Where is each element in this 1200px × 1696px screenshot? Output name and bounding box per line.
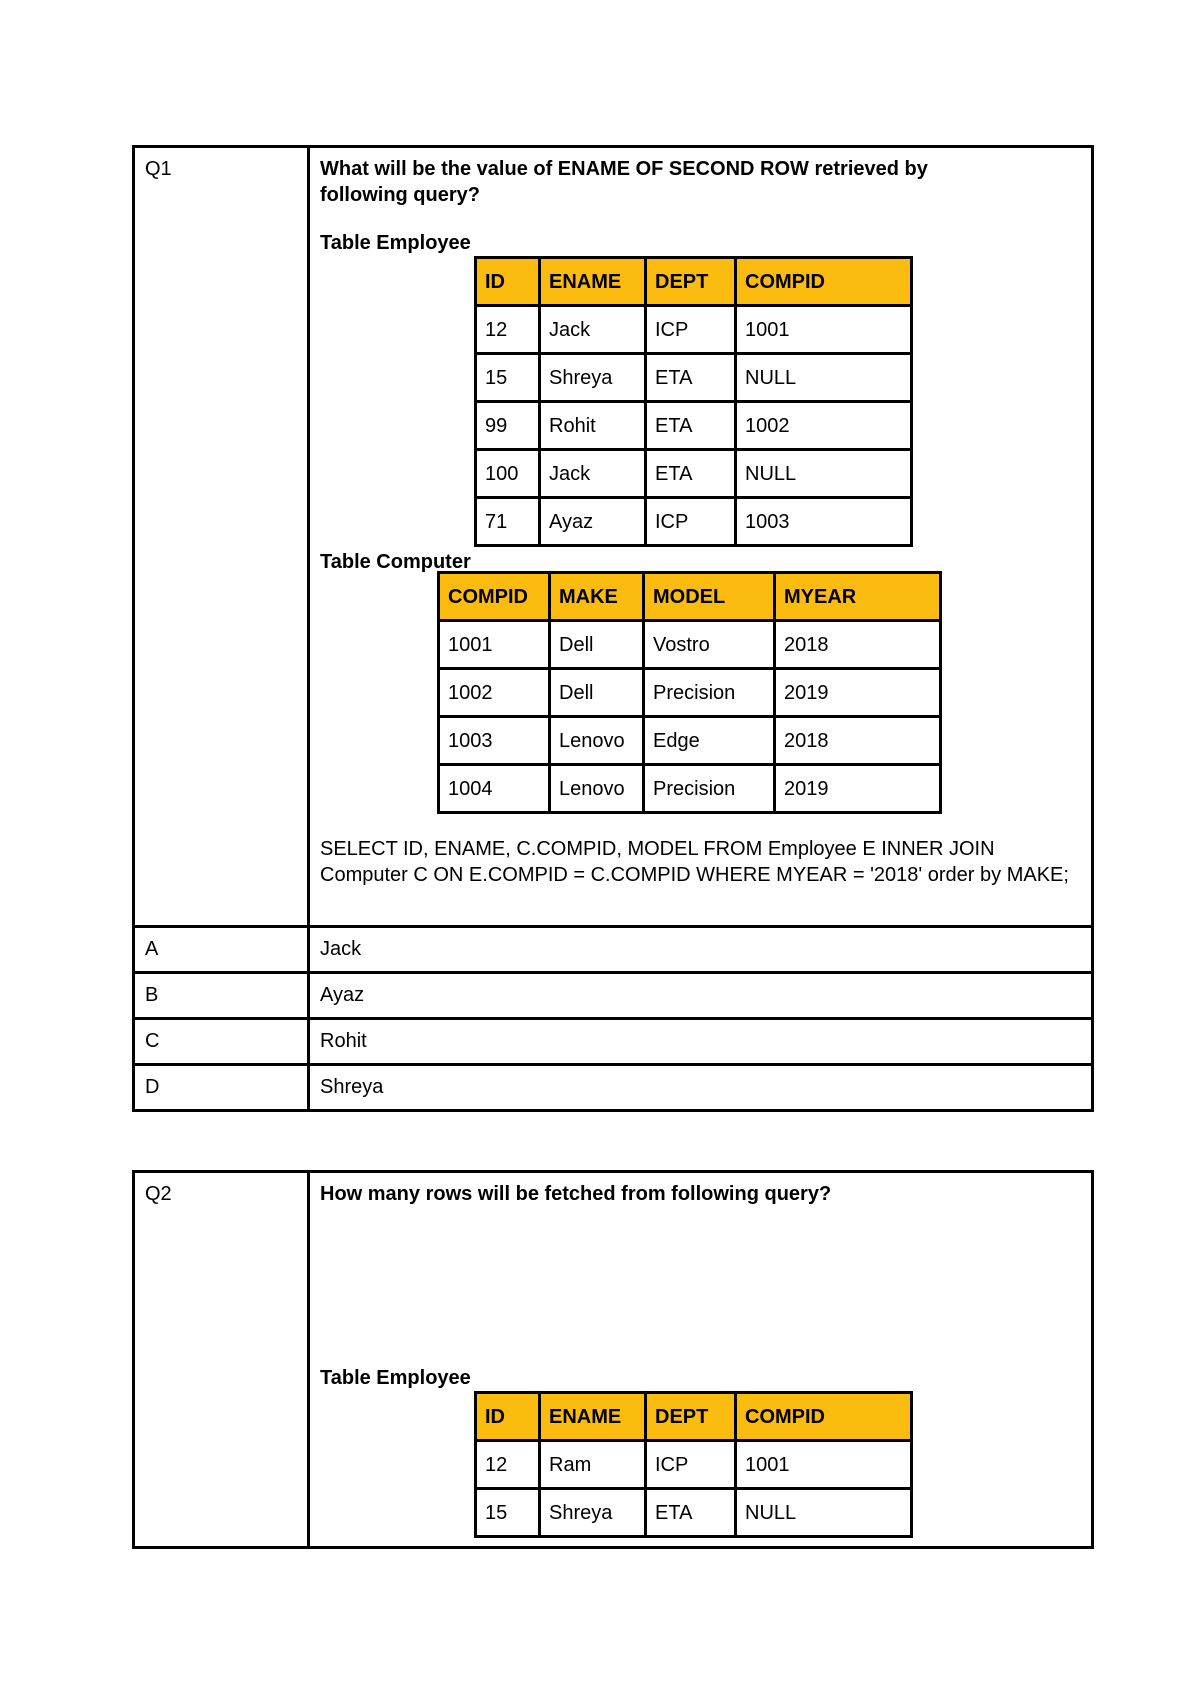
cell: 12 bbox=[476, 306, 540, 354]
option-text: Ayaz bbox=[309, 973, 1093, 1019]
cell: 1001 bbox=[736, 1441, 912, 1489]
table-row bbox=[476, 354, 912, 402]
cell: 2018 bbox=[775, 621, 941, 669]
table-row bbox=[476, 498, 912, 546]
question-2-text: How many rows will be fetched from following query? bbox=[320, 1183, 832, 1205]
computer-table-header bbox=[439, 573, 941, 621]
employee-table bbox=[474, 1391, 913, 1538]
col-header: ENAME bbox=[540, 258, 646, 306]
col-header: COMPID bbox=[736, 1393, 912, 1441]
cell: 1002 bbox=[439, 669, 550, 717]
option-text: Jack bbox=[309, 927, 1093, 973]
cell: Precision bbox=[644, 669, 775, 717]
cell: ETA bbox=[646, 354, 736, 402]
cell: Dell bbox=[550, 669, 644, 717]
table-row bbox=[476, 306, 912, 354]
col-header: MAKE bbox=[550, 573, 644, 621]
cell: Shreya bbox=[540, 1489, 646, 1537]
question-1-content bbox=[309, 147, 1093, 927]
computer-table-title: Table Computer bbox=[320, 551, 471, 573]
employee-table-title: Table Employee bbox=[320, 1367, 471, 1389]
cell: Jack bbox=[540, 306, 646, 354]
question-1-text: What will be the value of ENAME OF SECOND ROW retrieved by following query? bbox=[320, 158, 928, 206]
cell: Edge bbox=[644, 717, 775, 765]
table-row bbox=[439, 765, 941, 813]
employee-table-header bbox=[476, 1393, 912, 1441]
cell: Ayaz bbox=[540, 498, 646, 546]
cell: NULL bbox=[736, 450, 912, 498]
cell: 12 bbox=[476, 1441, 540, 1489]
cell: ETA bbox=[646, 402, 736, 450]
question-2-label: Q2 bbox=[134, 1172, 309, 1548]
cell: 1002 bbox=[736, 402, 912, 450]
cell: ICP bbox=[646, 1441, 736, 1489]
cell: 1003 bbox=[439, 717, 550, 765]
col-header: COMPID bbox=[736, 258, 912, 306]
table-row bbox=[439, 621, 941, 669]
cell: 2019 bbox=[775, 669, 941, 717]
cell: Lenovo bbox=[550, 765, 644, 813]
cell: Jack bbox=[540, 450, 646, 498]
col-header: ENAME bbox=[540, 1393, 646, 1441]
col-header: MYEAR bbox=[775, 573, 941, 621]
cell: Precision bbox=[644, 765, 775, 813]
question-1-label: Q1 bbox=[134, 147, 309, 927]
cell: 1001 bbox=[736, 306, 912, 354]
cell: ETA bbox=[646, 1489, 736, 1537]
table-row bbox=[439, 717, 941, 765]
cell: 15 bbox=[476, 354, 540, 402]
cell: Shreya bbox=[540, 354, 646, 402]
cell: ICP bbox=[646, 498, 736, 546]
option-row[interactable] bbox=[134, 973, 1093, 1019]
cell: Dell bbox=[550, 621, 644, 669]
option-key: B bbox=[134, 973, 309, 1019]
cell: Ram bbox=[540, 1441, 646, 1489]
cell: NULL bbox=[736, 1489, 912, 1537]
col-header: MODEL bbox=[644, 573, 775, 621]
cell: 1003 bbox=[736, 498, 912, 546]
sql-query: SELECT ID, ENAME, C.COMPID, MODEL FROM Employee E INNER JOIN Computer C ON E.COMPID = C.COMPID WHERE MYEAR = '2018' order by MAKE; bbox=[320, 838, 1069, 886]
question-2-content bbox=[309, 1172, 1093, 1548]
cell: 2018 bbox=[775, 717, 941, 765]
table-row bbox=[476, 1489, 912, 1537]
cell: 1001 bbox=[439, 621, 550, 669]
cell: 100 bbox=[476, 450, 540, 498]
computer-table bbox=[437, 571, 942, 814]
table-row bbox=[476, 402, 912, 450]
option-text: Shreya bbox=[309, 1065, 1093, 1111]
cell: 2019 bbox=[775, 765, 941, 813]
employee-table bbox=[474, 256, 913, 547]
employee-table-title: Table Employee bbox=[320, 232, 471, 254]
table-row bbox=[476, 1441, 912, 1489]
question-2-table bbox=[132, 1170, 1094, 1549]
option-key: D bbox=[134, 1065, 309, 1111]
col-header: ID bbox=[476, 258, 540, 306]
option-row[interactable] bbox=[134, 927, 1093, 973]
col-header: DEPT bbox=[646, 258, 736, 306]
cell: 15 bbox=[476, 1489, 540, 1537]
question-1-table bbox=[132, 145, 1094, 1112]
option-key: C bbox=[134, 1019, 309, 1065]
table-row bbox=[476, 450, 912, 498]
option-text: Rohit bbox=[309, 1019, 1093, 1065]
cell: Lenovo bbox=[550, 717, 644, 765]
employee-table-header bbox=[476, 258, 912, 306]
cell: 1004 bbox=[439, 765, 550, 813]
col-header: ID bbox=[476, 1393, 540, 1441]
cell: Rohit bbox=[540, 402, 646, 450]
option-key: A bbox=[134, 927, 309, 973]
cell: 99 bbox=[476, 402, 540, 450]
option-row[interactable] bbox=[134, 1065, 1093, 1111]
cell: 71 bbox=[476, 498, 540, 546]
cell: ETA bbox=[646, 450, 736, 498]
table-row bbox=[439, 669, 941, 717]
col-header: DEPT bbox=[646, 1393, 736, 1441]
cell: ICP bbox=[646, 306, 736, 354]
cell: NULL bbox=[736, 354, 912, 402]
col-header: COMPID bbox=[439, 573, 550, 621]
option-row[interactable] bbox=[134, 1019, 1093, 1065]
cell: Vostro bbox=[644, 621, 775, 669]
